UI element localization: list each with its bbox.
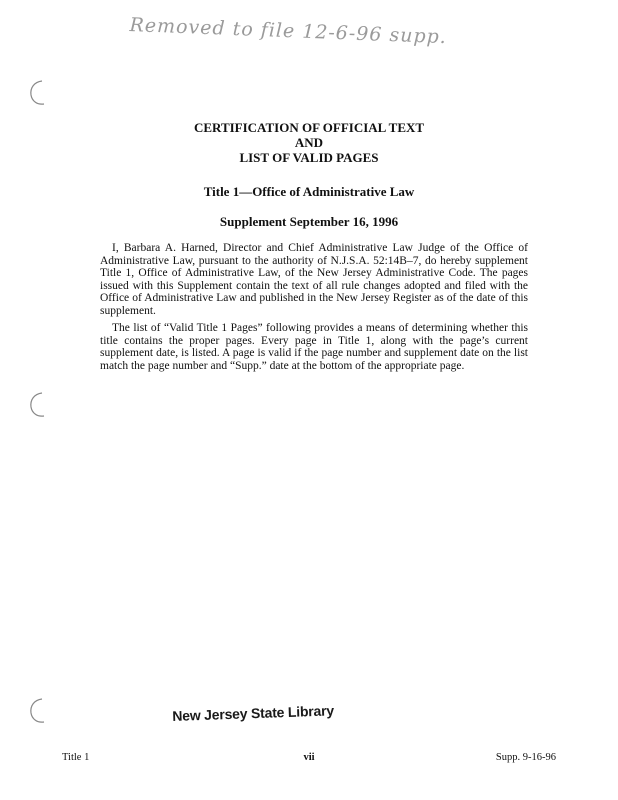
heading-line-1: CERTIFICATION OF OFFICIAL TEXT <box>193 120 425 135</box>
punch-hole-mark-middle <box>26 390 56 420</box>
valid-pages-paragraph: The list of “Valid Title 1 Pages” following provides a means of determining whether this title contains the proper pages. Every page in Title 1, along with the page’s current supplement date, is listed. A page is valid if the page number and supplement date on the list match the page number and “Supp.” date at the bottom of the appropriate page. <box>100 322 528 372</box>
handwritten-annotation: Removed to file 12-6-96 supp. <box>129 14 448 49</box>
supplement-date: Supplement September 16, 1996 <box>219 214 399 229</box>
footer-title: Title 1 <box>62 752 90 763</box>
punch-hole-mark-bottom <box>26 696 56 726</box>
title-name: Title 1—Office of Administrative Law <box>203 184 415 199</box>
certification-heading <box>0 120 618 165</box>
library-stamp: New Jersey State Library <box>172 702 335 724</box>
footer-supplement: Supp. 9-16-96 <box>495 752 556 763</box>
certification-paragraph: I, Barbara A. Harned, Director and Chief Administrative Law Judge of the Office of Administrative Law, pursuant to the authority of N.J.S.A. 52:14B–7, do hereby supplement Title 1, Office of Administrative Law, of the New Jersey Administrative Code. The pages issued with this Supplement contain the text of all rule changes adopted and filed with the Office of Administrative Law and published in the New Jersey Register as of the date of this supplement. <box>100 242 528 317</box>
heading-line-2: AND <box>294 135 324 150</box>
punch-hole-mark-top <box>26 78 56 108</box>
page-number: vii <box>303 752 315 763</box>
heading-line-3: LIST OF VALID PAGES <box>239 150 379 165</box>
